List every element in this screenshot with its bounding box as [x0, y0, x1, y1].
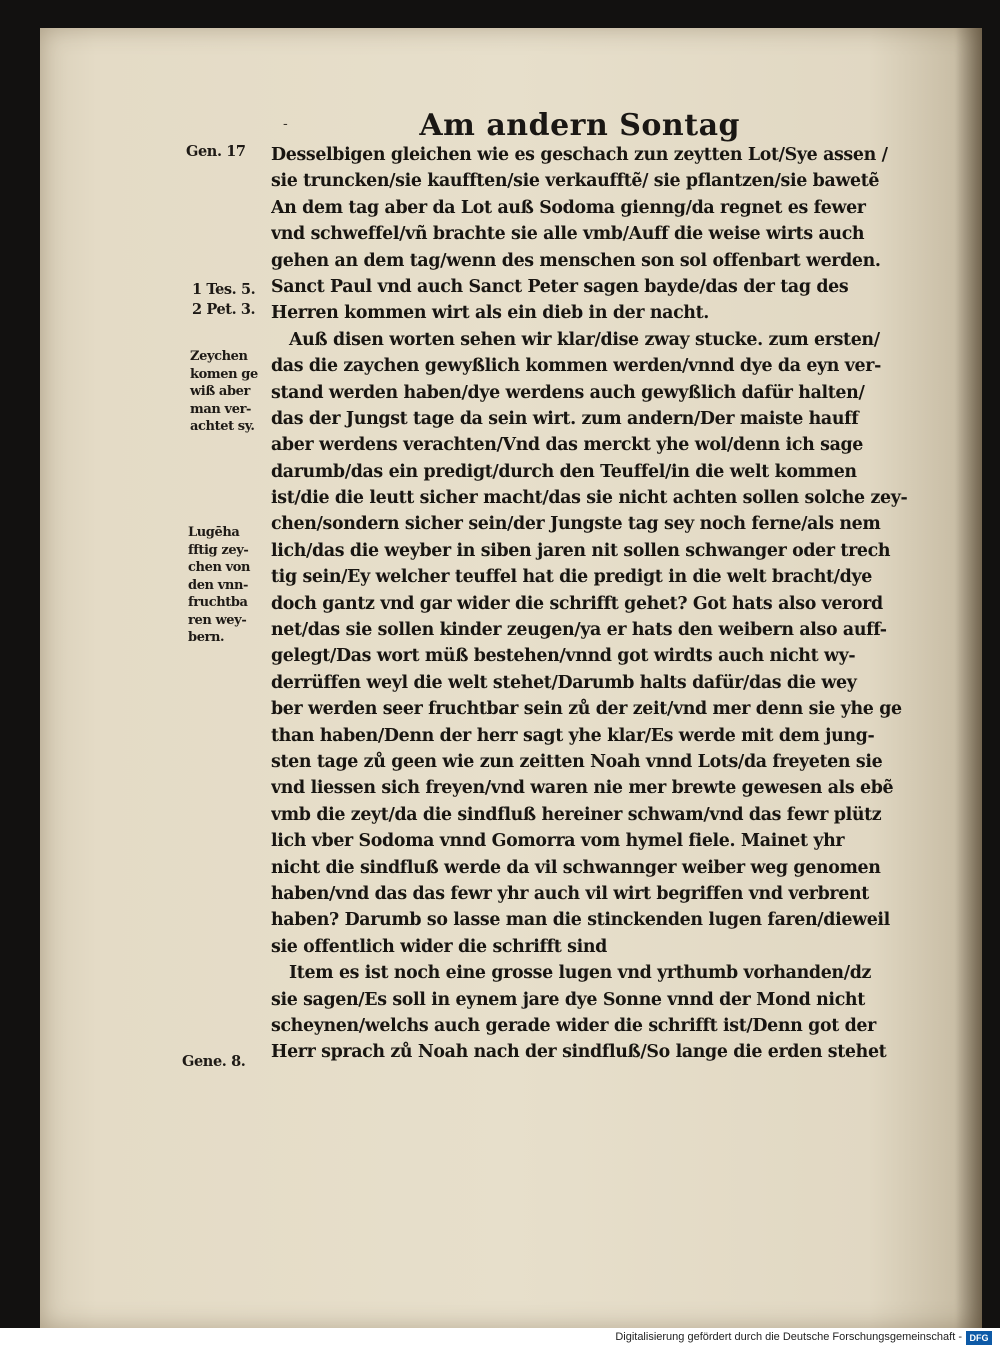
text-line: aber werdens verachten/Vnd das merckt yhe wol/denn ich sage	[271, 435, 864, 456]
margin-note-line: Lugēha	[188, 525, 240, 540]
text-line: than haben/Denn der herr sagt yhe klar/Es werde mit dem jung-	[271, 725, 875, 746]
running-head: Am andern Sontag	[419, 108, 740, 143]
text-line: gelegt/Das wort müß bestehen/vnnd got wirdts auch nicht wy-	[271, 646, 856, 667]
text-line: das der Jungst tage da sein wirt. zum andern/Der maiste hauff	[271, 408, 859, 429]
text-line: doch gantz vnd gar wider die schrifft gehet? Got hats also verord	[271, 593, 883, 614]
text-line: sie truncken/sie kaufften/sie verkaufftẽ/ sie pflantzen/sie bawetẽ	[271, 171, 880, 192]
margin-note-line: ren wey-	[188, 612, 247, 628]
dfg-logo: DFG	[966, 1331, 992, 1345]
margin-note-line: den vnn-	[188, 577, 248, 593]
text-line: ist/die die leutt sicher macht/das sie nicht achten sollen solche zey-	[271, 488, 908, 509]
text-line: net/das sie sollen kinder zeugen/ya er hats den weibern also auff-	[271, 620, 887, 641]
text-line: lich vber Sodoma vnnd Gomorra vom hymel fiele. Mainet yhr	[271, 831, 845, 852]
margin-note-zeychen	[190, 348, 272, 436]
margin-note-line: 1 Tes. 5.	[192, 281, 256, 298]
text-line: Desselbigen gleichen wie es geschach zun zeytten Lot/Sye assen /	[271, 145, 888, 165]
margin-note-line: achtet sy.	[190, 419, 255, 434]
margin-note-gene8	[182, 1052, 264, 1072]
text-line: tig sein/Ey welcher teuffel hat die predigt in die welt bracht/dye	[271, 567, 872, 588]
text-line: sie sagen/Es soll in eynem jare dye Sonne vnnd der Mond nicht	[271, 989, 865, 1010]
text-line: sie offentlich wider die schrifft sind	[271, 936, 607, 957]
margin-note-lugen	[188, 524, 270, 647]
text-line: Sanct Paul vnd auch Sanct Peter sagen bayde/das der tag des	[271, 276, 849, 297]
text-line: haben? Darumb so lasse man die stinckenden lugen faren/dieweil	[271, 910, 890, 931]
text-line: derrüffen weyl die welt stehet/Darumb halts dafür/das die wey	[271, 672, 857, 693]
text-line: haben/vnd das das fewr yhr auch vil wirt begriffen vnd verbrent	[271, 883, 869, 904]
margin-note-line: bern.	[188, 630, 225, 645]
margin-note-line: fruchtba	[188, 595, 248, 610]
running-head-dash: -	[283, 116, 288, 132]
text-line: scheynen/welchs auch gerade wider die schrifft ist/Denn got der	[271, 1015, 876, 1036]
text-line: das die zaychen gewyßlich kommen werden/vnnd dye da eyn ver-	[271, 356, 881, 377]
margin-note-line: fftig zey-	[188, 542, 249, 558]
margin-note-line: Gene. 8.	[182, 1053, 246, 1070]
text-line: ber werden seer fruchtbar sein zů der zeit/vnd mer denn sie yhe ge	[271, 699, 902, 720]
text-line: chen/sondern sicher sein/der Jungste tag sey noch ferne/als nem	[271, 514, 881, 535]
margin-note-line: komen ge	[190, 366, 258, 382]
text-line: Item es ist noch eine grosse lugen vnd yrthumb vorhanden/dz	[289, 963, 872, 984]
footer-bar	[0, 1328, 1000, 1349]
text-line: Auß disen worten sehen wir klar/dise zway stucke. zum ersten/	[289, 329, 880, 350]
funding-credit: Digitalisierung gefördert durch die Deutsche Forschungsgemeinschaft -	[615, 1331, 962, 1343]
text-line: Herr sprach zů Noah nach der sindfluß/So lange die erden stehet	[271, 1042, 887, 1063]
margin-note-line: Zeychen	[190, 349, 248, 364]
text-line: darumb/das ein predigt/durch den Teuffel/in die welt kommen	[271, 461, 857, 482]
text-line: Herren kommen wirt als ein dieb in der nacht.	[271, 303, 709, 324]
margin-note-gen17	[186, 142, 268, 162]
text-line: An dem tag aber da Lot auß Sodoma gienng/da regnet es fewer	[271, 197, 866, 218]
text-line: sten tage zů geen wie zun zeitten Noah vnnd Lots/da freyeten sie	[271, 751, 883, 772]
margin-note-line: 2 Pet. 3.	[192, 301, 256, 318]
body-text-column	[271, 142, 933, 1066]
text-line: lich/das die weyber in siben jaren nit sollen schwanger oder trech	[271, 540, 891, 561]
margin-note-line: wiß aber	[190, 384, 250, 399]
text-line: gehen an dem tag/wenn des menschen son sol offenbart werden.	[271, 250, 881, 271]
text-line: vmb die zeyt/da die sindfluß hereiner schwam/vnd das fewr plütz	[271, 804, 882, 825]
text-line: stand werden haben/dye werdens auch gewyßlich dafür halten/	[271, 382, 865, 403]
margin-note-line: chen von	[188, 560, 251, 575]
book-page	[40, 28, 982, 1328]
text-line: vnd schweffel/vñ brachte sie alle vmb/Auff die weise wirts auch	[271, 224, 865, 245]
margin-note-line: Gen. 17	[186, 143, 246, 160]
text-line: nicht die sindfluß werde da vil schwannger weiber weg genomen	[271, 857, 881, 878]
text-line: vnd liessen sich freyen/vnd waren nie mer brewte gewesen als ebẽ	[271, 778, 894, 799]
margin-note-line: man ver-	[190, 401, 252, 417]
margin-note-tes-pet	[192, 280, 274, 320]
